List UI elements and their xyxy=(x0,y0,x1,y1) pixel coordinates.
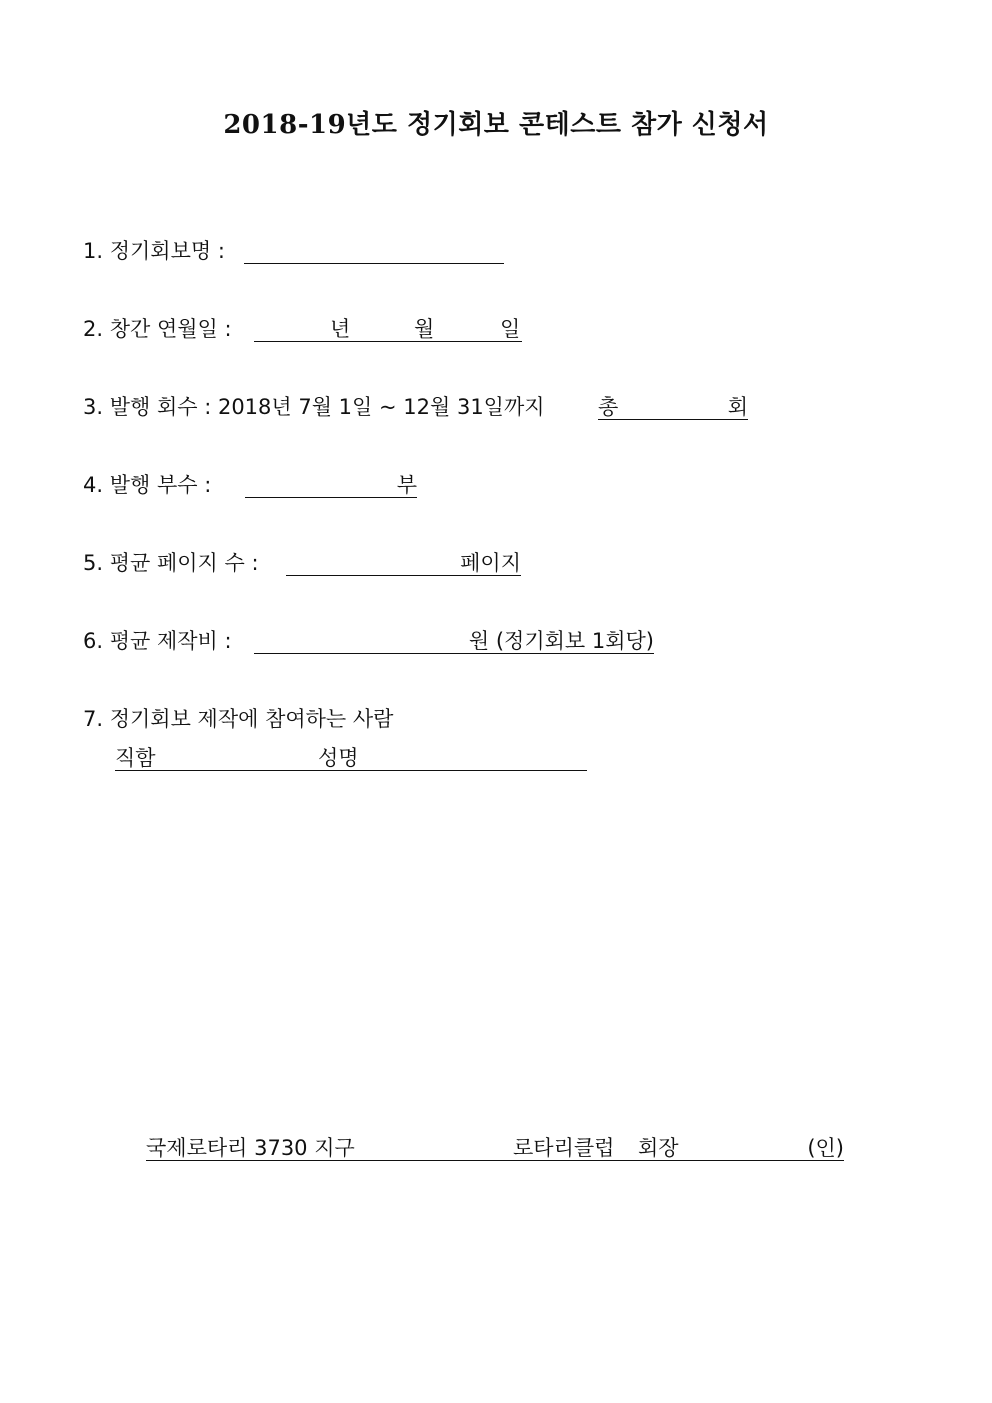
item-1-label: 1. 정기회보명 : xyxy=(83,239,225,263)
item-2-founding-date-field[interactable] xyxy=(254,315,522,342)
total-prefix: 총 xyxy=(598,395,619,419)
item-6-production-cost-field[interactable] xyxy=(254,627,654,654)
seal-label: (인) xyxy=(807,1136,844,1160)
item-1-bulletin-name-field[interactable] xyxy=(244,237,504,264)
item-2-label: 2. 창간 연월일 : xyxy=(83,317,232,341)
month-unit: 월 xyxy=(414,317,435,341)
club-label: 로타리클럽 xyxy=(513,1136,615,1160)
name-label: 성명 xyxy=(318,746,359,770)
item-4-label: 4. 발행 부수 : xyxy=(83,473,212,497)
item-6-label: 6. 평균 제작비 : xyxy=(83,629,232,653)
item-4-circulation-field[interactable] xyxy=(245,471,417,498)
item-5-page-count-field[interactable] xyxy=(286,549,521,576)
position-label: 직함 xyxy=(115,746,156,770)
count-unit: 회 xyxy=(727,395,748,419)
day-unit: 일 xyxy=(500,317,521,341)
year-unit: 년 xyxy=(330,317,351,341)
signature-line[interactable] xyxy=(146,1134,844,1161)
item-3-issue-count-field[interactable] xyxy=(598,393,748,420)
district-label: 국제로타리 3730 지구 xyxy=(146,1136,355,1160)
president-label: 회장 xyxy=(638,1136,679,1160)
pages-unit: 페이지 xyxy=(460,551,521,575)
item-7-participant-field[interactable] xyxy=(115,744,587,771)
item-7-label: 7. 정기회보 제작에 참여하는 사람 xyxy=(83,707,394,731)
cost-unit: 원 (정기회보 1회당) xyxy=(468,629,654,653)
item-3-label: 3. 발행 회수 : 2018년 7월 1일 ~ 12월 31일까지 xyxy=(83,395,545,419)
copies-unit: 부 xyxy=(396,473,417,497)
item-5-label: 5. 평균 페이지 수 : xyxy=(83,551,259,575)
document-title: 2018-19년도 정기회보 콘테스트 참가 신청서 xyxy=(223,110,769,140)
